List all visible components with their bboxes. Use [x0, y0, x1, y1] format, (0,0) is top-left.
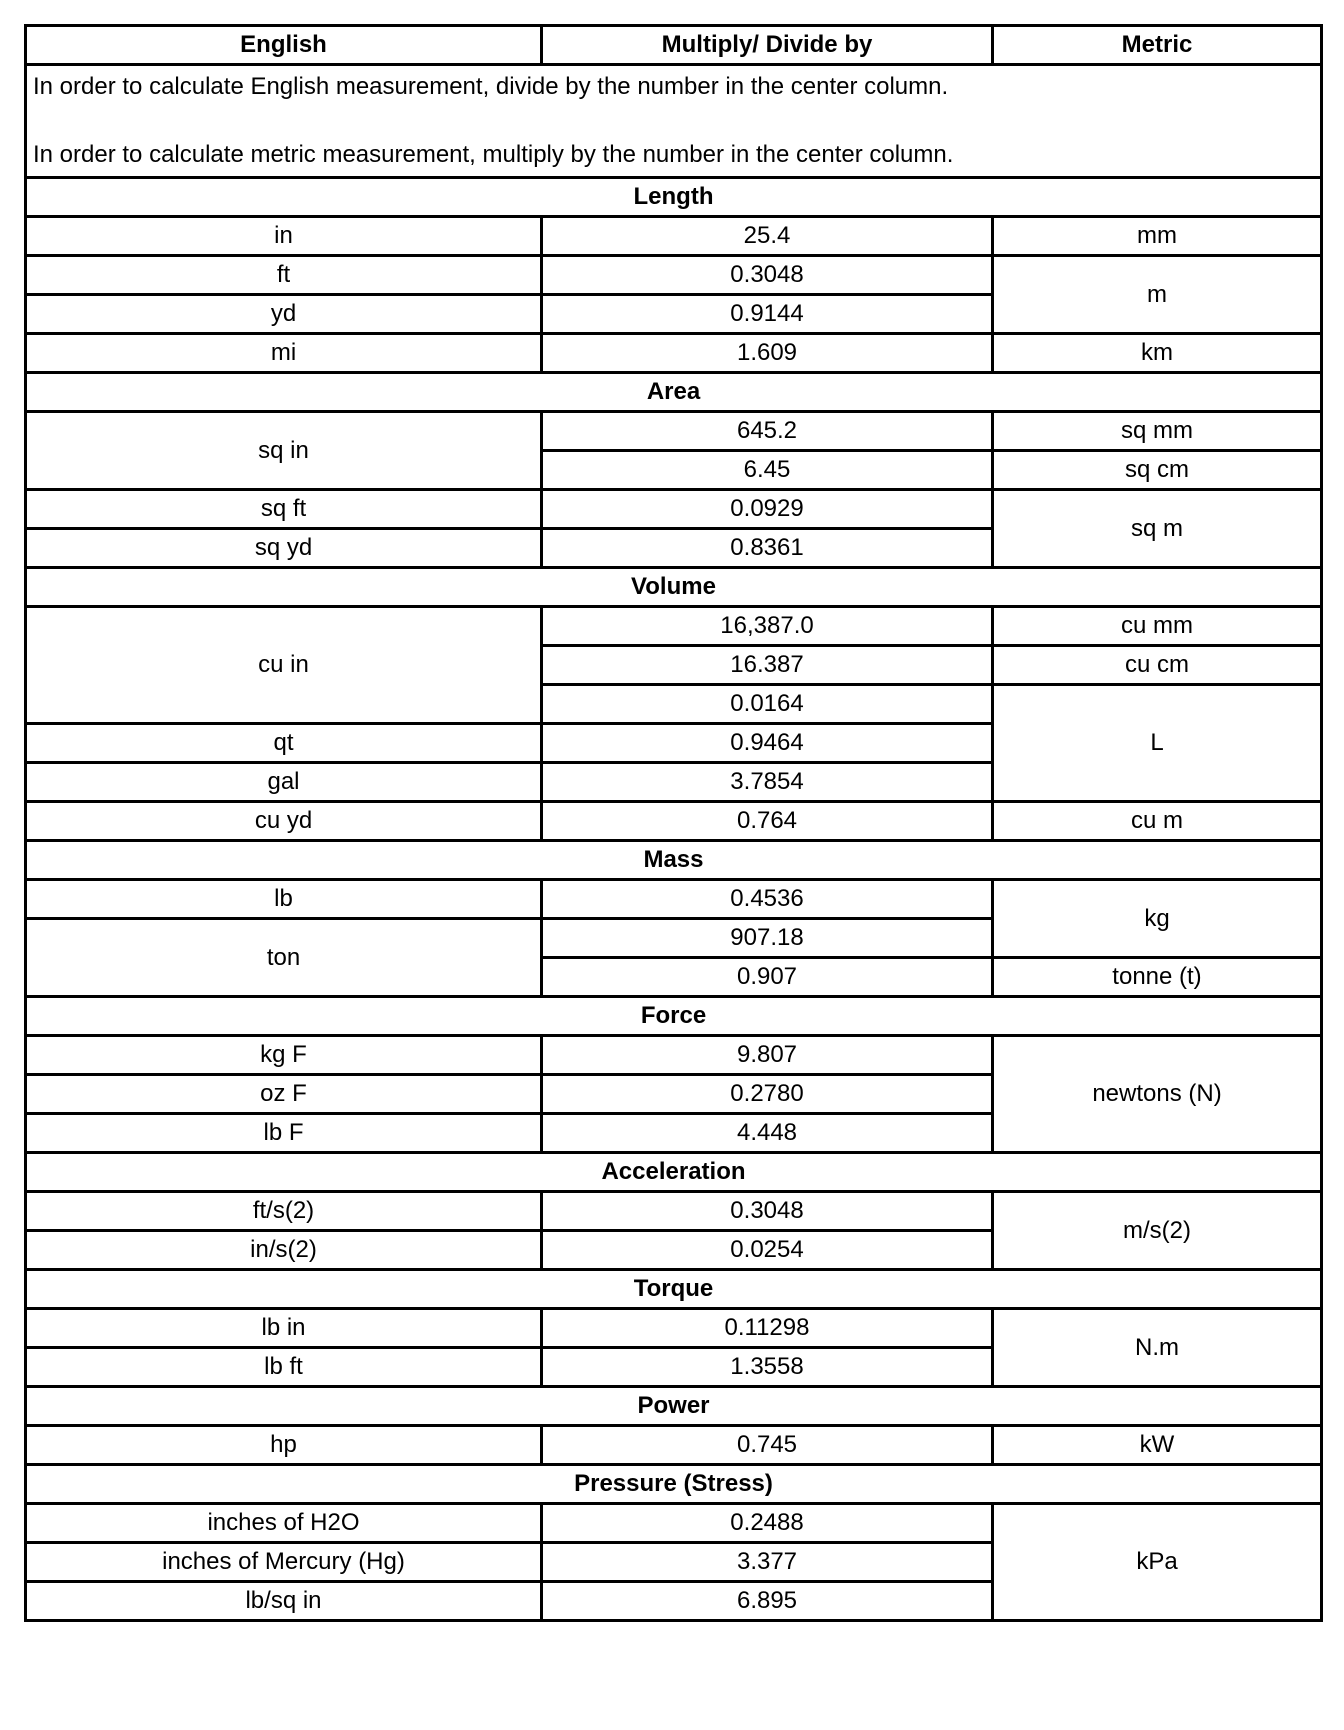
- english-unit-cell: inches of H2O: [26, 1504, 542, 1543]
- english-unit-cell: lb ft: [26, 1348, 542, 1387]
- metric-unit-cell: N.m: [993, 1309, 1322, 1387]
- factor-cell: 0.745: [542, 1426, 993, 1465]
- factor-cell: 907.18: [542, 919, 993, 958]
- factor-cell: 6.45: [542, 451, 993, 490]
- section-row-mass: [26, 841, 1322, 880]
- table-header-row: [26, 26, 1322, 65]
- factor-cell: 0.3048: [542, 1192, 993, 1231]
- factor-cell: 16,387.0: [542, 607, 993, 646]
- table-row: [26, 1504, 1322, 1543]
- header-metric: Metric: [993, 26, 1322, 65]
- metric-unit-cell: kW: [993, 1426, 1322, 1465]
- factor-cell: 0.9144: [542, 295, 993, 334]
- factor-cell: 0.0164: [542, 685, 993, 724]
- english-unit-cell: oz F: [26, 1075, 542, 1114]
- english-unit-cell: lb in: [26, 1309, 542, 1348]
- section-title: Length: [26, 178, 1322, 217]
- note-spacer: [33, 104, 1314, 138]
- section-title: Pressure (Stress): [26, 1465, 1322, 1504]
- metric-unit-cell: m: [993, 256, 1322, 334]
- factor-cell: 1.609: [542, 334, 993, 373]
- factor-cell: 4.448: [542, 1114, 993, 1153]
- section-row-power: [26, 1387, 1322, 1426]
- notes-cell: [26, 65, 1322, 178]
- english-unit-cell: inches of Mercury (Hg): [26, 1543, 542, 1582]
- section-row-volume: [26, 568, 1322, 607]
- factor-cell: 0.2488: [542, 1504, 993, 1543]
- factor-cell: 0.4536: [542, 880, 993, 919]
- english-unit-cell: sq in: [26, 412, 542, 490]
- metric-unit-cell: newtons (N): [993, 1036, 1322, 1153]
- notes-row: [26, 65, 1322, 178]
- english-unit-cell: sq ft: [26, 490, 542, 529]
- english-unit-cell: ton: [26, 919, 542, 997]
- english-unit-cell: cu in: [26, 607, 542, 724]
- english-unit-cell: hp: [26, 1426, 542, 1465]
- note-divide: In order to calculate English measurement, divide by the number in the center column.: [33, 73, 949, 100]
- factor-cell: 16.387: [542, 646, 993, 685]
- factor-cell: 6.895: [542, 1582, 993, 1621]
- factor-cell: 1.3558: [542, 1348, 993, 1387]
- metric-unit-cell: cu m: [993, 802, 1322, 841]
- section-title: Acceleration: [26, 1153, 1322, 1192]
- metric-unit-cell: sq m: [993, 490, 1322, 568]
- factor-cell: 0.0929: [542, 490, 993, 529]
- table-row: [26, 607, 1322, 646]
- conversion-table-body: [26, 26, 1322, 1621]
- english-unit-cell: lb: [26, 880, 542, 919]
- table-row: [26, 490, 1322, 529]
- english-unit-cell: ft/s(2): [26, 1192, 542, 1231]
- section-title: Area: [26, 373, 1322, 412]
- english-unit-cell: in: [26, 217, 542, 256]
- section-title: Volume: [26, 568, 1322, 607]
- english-unit-cell: yd: [26, 295, 542, 334]
- header-factor: Multiply/ Divide by: [542, 26, 993, 65]
- metric-unit-cell: sq cm: [993, 451, 1322, 490]
- factor-cell: 0.9464: [542, 724, 993, 763]
- section-title: Force: [26, 997, 1322, 1036]
- english-unit-cell: lb F: [26, 1114, 542, 1153]
- factor-cell: 0.8361: [542, 529, 993, 568]
- metric-unit-cell: cu cm: [993, 646, 1322, 685]
- table-row: [26, 880, 1322, 919]
- metric-unit-cell: mm: [993, 217, 1322, 256]
- metric-unit-cell: m/s(2): [993, 1192, 1322, 1270]
- metric-unit-cell: tonne (t): [993, 958, 1322, 997]
- table-row: [26, 1309, 1322, 1348]
- english-unit-cell: qt: [26, 724, 542, 763]
- factor-cell: 0.0254: [542, 1231, 993, 1270]
- table-row: [26, 256, 1322, 295]
- metric-unit-cell: L: [993, 685, 1322, 802]
- conversion-table: [24, 24, 1323, 1622]
- factor-cell: 0.907: [542, 958, 993, 997]
- metric-unit-cell: kPa: [993, 1504, 1322, 1621]
- header-english: English: [26, 26, 542, 65]
- table-row: [26, 1192, 1322, 1231]
- factor-cell: 645.2: [542, 412, 993, 451]
- table-row: [26, 334, 1322, 373]
- factor-cell: 25.4: [542, 217, 993, 256]
- table-row: [26, 1036, 1322, 1075]
- english-unit-cell: mi: [26, 334, 542, 373]
- section-title: Power: [26, 1387, 1322, 1426]
- section-row-length: [26, 178, 1322, 217]
- note-multiply: In order to calculate metric measurement, multiply by the number in the center column.: [33, 141, 954, 168]
- table-row: [26, 1426, 1322, 1465]
- metric-unit-cell: kg: [993, 880, 1322, 958]
- metric-unit-cell: km: [993, 334, 1322, 373]
- english-unit-cell: in/s(2): [26, 1231, 542, 1270]
- factor-cell: 3.377: [542, 1543, 993, 1582]
- section-row-torque: [26, 1270, 1322, 1309]
- factor-cell: 0.3048: [542, 256, 993, 295]
- english-unit-cell: gal: [26, 763, 542, 802]
- factor-cell: 0.764: [542, 802, 993, 841]
- english-unit-cell: kg F: [26, 1036, 542, 1075]
- section-row-acceleration: [26, 1153, 1322, 1192]
- english-unit-cell: cu yd: [26, 802, 542, 841]
- section-row-force: [26, 997, 1322, 1036]
- factor-cell: 0.2780: [542, 1075, 993, 1114]
- table-row: [26, 217, 1322, 256]
- english-unit-cell: sq yd: [26, 529, 542, 568]
- section-row-pressure-stress: [26, 1465, 1322, 1504]
- factor-cell: 3.7854: [542, 763, 993, 802]
- metric-unit-cell: cu mm: [993, 607, 1322, 646]
- english-unit-cell: ft: [26, 256, 542, 295]
- section-title: Torque: [26, 1270, 1322, 1309]
- section-title: Mass: [26, 841, 1322, 880]
- table-row: [26, 802, 1322, 841]
- table-row: [26, 412, 1322, 451]
- section-row-area: [26, 373, 1322, 412]
- factor-cell: 0.11298: [542, 1309, 993, 1348]
- english-unit-cell: lb/sq in: [26, 1582, 542, 1621]
- factor-cell: 9.807: [542, 1036, 993, 1075]
- metric-unit-cell: sq mm: [993, 412, 1322, 451]
